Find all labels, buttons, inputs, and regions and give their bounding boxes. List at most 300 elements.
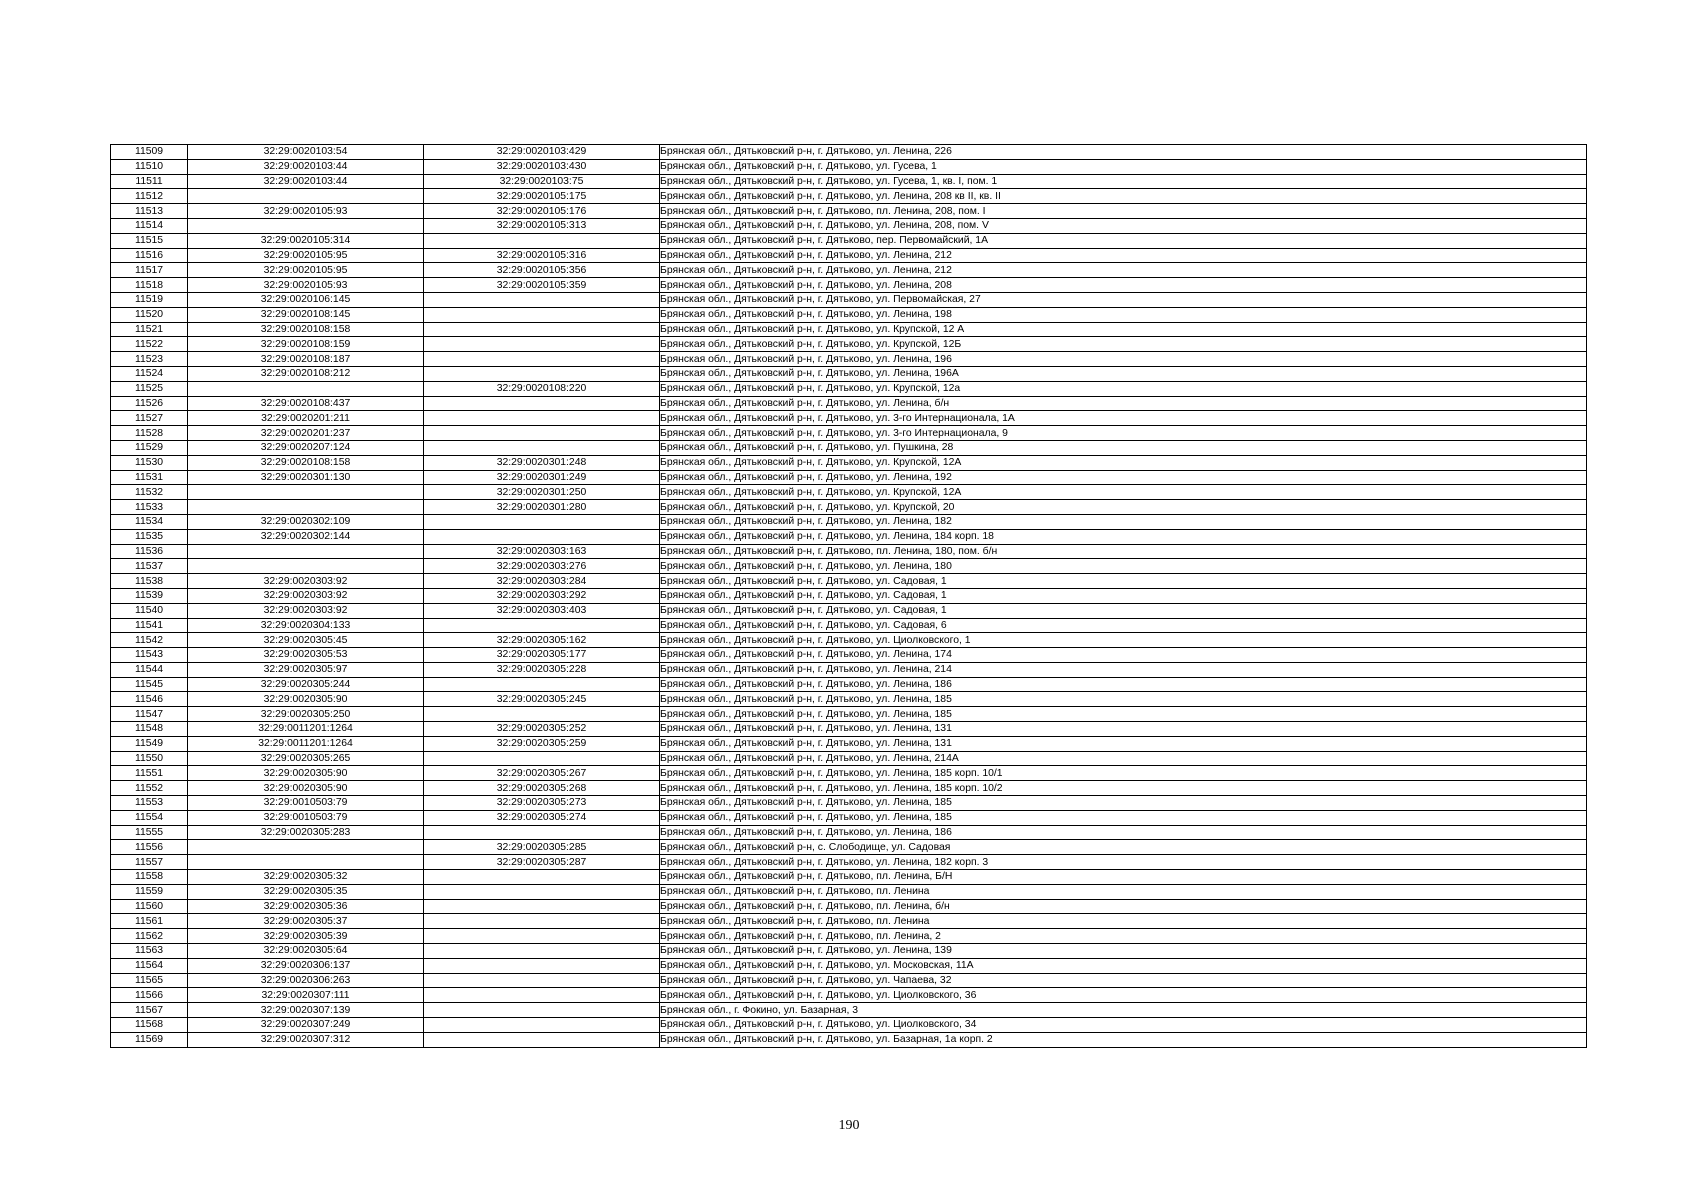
cadastral-number-cell: 32:29:0020303:92 [188,588,424,603]
cadastral-number-cell: 32:29:0020103:44 [188,159,424,174]
address-cell: Брянская обл., Дятьковский р-н, г. Дятьково, ул. Крупской, 12 А [660,322,1587,337]
address-cell: Брянская обл., Дятьковский р-н, г. Дятьково, ул. Ленина, 196А [660,366,1587,381]
cadastral-number-cell: 32:29:0020103:44 [188,174,424,189]
row-number-cell: 11515 [111,233,188,248]
address-cell: Брянская обл., Дятьковский р-н, г. Дятьково, ул. Базарная, 1а корп. 2 [660,1032,1587,1047]
row-number-cell: 11514 [111,218,188,233]
related-cadastral-number-cell: 32:29:0020303:284 [424,574,660,589]
related-cadastral-number-cell: 32:29:0020305:162 [424,633,660,648]
address-cell: Брянская обл., Дятьковский р-н, г. Дятьково, ул. Ленина, 185 [660,707,1587,722]
address-cell: Брянская обл., Дятьковский р-н, г. Дятьково, ул. Гусева, 1, кв. I, пом. 1 [660,174,1587,189]
address-cell: Брянская обл., Дятьковский р-н, г. Дятьково, ул. Чапаева, 32 [660,973,1587,988]
address-cell: Брянская обл., Дятьковский р-н, с. Слободище, ул. Садовая [660,840,1587,855]
row-number-cell: 11551 [111,766,188,781]
address-cell: Брянская обл., Дятьковский р-н, г. Дятьково, ул. Садовая, 6 [660,618,1587,633]
row-number-cell: 11532 [111,485,188,500]
address-cell: Брянская обл., Дятьковский р-н, г. Дятьково, пл. Ленина, Б/Н [660,870,1587,885]
row-number-cell: 11530 [111,455,188,470]
table-row [111,440,1587,455]
related-cadastral-number-cell: 32:29:0020105:175 [424,189,660,204]
table-row [111,426,1587,441]
table-row [111,840,1587,855]
address-cell: Брянская обл., Дятьковский р-н, г. Дятьково, пер. Первомайский, 1А [660,233,1587,248]
table-row [111,514,1587,529]
address-cell: Брянская обл., Дятьковский р-н, г. Дятьково, ул. Ленина, 214А [660,751,1587,766]
cadastral-number-cell: 32:29:0020305:90 [188,766,424,781]
address-cell: Брянская обл., Дятьковский р-н, г. Дятьково, ул. Ленина, 182 корп. 3 [660,855,1587,870]
address-cell: Брянская обл., Дятьковский р-н, г. Дятьково, ул. Первомайская, 27 [660,292,1587,307]
address-cell: Брянская обл., Дятьковский р-н, г. Дятьково, ул. Ленина, 208, пом. V [660,218,1587,233]
related-cadastral-number-cell: 32:29:0020301:280 [424,500,660,515]
related-cadastral-number-cell: 32:29:0020103:75 [424,174,660,189]
table-row [111,751,1587,766]
table-row [111,263,1587,278]
related-cadastral-number-cell: 32:29:0020105:316 [424,248,660,263]
address-cell: Брянская обл., Дятьковский р-н, г. Дятьково, ул. Ленина, 186 [660,825,1587,840]
address-cell: Брянская обл., Дятьковский р-н, г. Дятьково, ул. 3-го Интернационала, 1А [660,411,1587,426]
cadastral-number-cell: 32:29:0020305:39 [188,929,424,944]
related-cadastral-number-cell [424,352,660,367]
related-cadastral-number-cell: 32:29:0020303:292 [424,588,660,603]
cadastral-number-cell: 32:29:0020108:212 [188,366,424,381]
address-cell: Брянская обл., Дятьковский р-н, г. Дятьково, ул. Ленина, 185 корп. 10/1 [660,766,1587,781]
table-row [111,796,1587,811]
page-number: 190 [838,1118,860,1133]
address-cell: Брянская обл., Дятьковский р-н, г. Дятьково, ул. Ленина, 208 [660,278,1587,293]
row-number-cell: 11513 [111,204,188,219]
related-cadastral-number-cell: 32:29:0020108:220 [424,381,660,396]
table-row [111,544,1587,559]
address-cell: Брянская обл., Дятьковский р-н, г. Дятьково, ул. Ленина, 212 [660,248,1587,263]
cadastral-number-cell: 32:29:0020307:249 [188,1018,424,1033]
cadastral-number-cell: 32:29:0020201:237 [188,426,424,441]
related-cadastral-number-cell [424,677,660,692]
table-row [111,322,1587,337]
table-row [111,470,1587,485]
row-number-cell: 11540 [111,603,188,618]
cadastral-number-cell: 32:29:0020106:145 [188,292,424,307]
table-row [111,870,1587,885]
table-row [111,914,1587,929]
table-row [111,707,1587,722]
row-number-cell: 11528 [111,426,188,441]
row-number-cell: 11511 [111,174,188,189]
related-cadastral-number-cell [424,1003,660,1018]
related-cadastral-number-cell: 32:29:0020301:249 [424,470,660,485]
address-cell: Брянская обл., Дятьковский р-н, г. Дятьково, ул. Крупской, 20 [660,500,1587,515]
row-number-cell: 11564 [111,958,188,973]
table-row [111,692,1587,707]
table-row [111,574,1587,589]
related-cadastral-number-cell [424,988,660,1003]
related-cadastral-number-cell [424,514,660,529]
row-number-cell: 11541 [111,618,188,633]
row-number-cell: 11523 [111,352,188,367]
address-cell: Брянская обл., Дятьковский р-н, г. Дятьково, ул. Крупской, 12а [660,381,1587,396]
cadastral-number-cell: 32:29:0020305:250 [188,707,424,722]
table-row [111,204,1587,219]
related-cadastral-number-cell [424,322,660,337]
cadastral-number-cell: 32:29:0020307:139 [188,1003,424,1018]
address-cell: Брянская обл., Дятьковский р-н, г. Дятьково, ул. Ленина, 226 [660,145,1587,160]
related-cadastral-number-cell [424,307,660,322]
address-cell: Брянская обл., Дятьковский р-н, г. Дятьково, ул. Циолковского, 34 [660,1018,1587,1033]
row-number-cell: 11552 [111,781,188,796]
cadastral-number-cell: 32:29:0020201:211 [188,411,424,426]
address-cell: Брянская обл., Дятьковский р-н, г. Дятьково, ул. Пушкина, 28 [660,440,1587,455]
cadastral-number-cell: 32:29:0020302:144 [188,529,424,544]
address-cell: Брянская обл., Дятьковский р-н, г. Дятьково, ул. Садовая, 1 [660,574,1587,589]
address-cell: Брянская обл., Дятьковский р-н, г. Дятьково, ул. Ленина, 139 [660,944,1587,959]
cadastral-number-cell: 32:29:0020108:158 [188,322,424,337]
address-cell: Брянская обл., Дятьковский р-н, г. Дятьково, ул. Ленина, 212 [660,263,1587,278]
row-number-cell: 11517 [111,263,188,278]
row-number-cell: 11545 [111,677,188,692]
cadastral-number-cell: 32:29:0020306:263 [188,973,424,988]
related-cadastral-number-cell [424,529,660,544]
related-cadastral-number-cell: 32:29:0020303:163 [424,544,660,559]
table-row [111,337,1587,352]
table-row [111,766,1587,781]
address-cell: Брянская обл., Дятьковский р-н, г. Дятьково, ул. Ленина, 192 [660,470,1587,485]
table-row [111,292,1587,307]
table-row [111,1003,1587,1018]
related-cadastral-number-cell: 32:29:0020303:276 [424,559,660,574]
related-cadastral-number-cell: 32:29:0020301:248 [424,455,660,470]
cadastral-number-cell: 32:29:0020108:159 [188,337,424,352]
table-row [111,633,1587,648]
row-number-cell: 11518 [111,278,188,293]
row-number-cell: 11542 [111,633,188,648]
table-row [111,248,1587,263]
cadastral-number-cell: 32:29:0020305:35 [188,884,424,899]
cadastral-number-cell: 32:29:0020305:244 [188,677,424,692]
row-number-cell: 11567 [111,1003,188,1018]
row-number-cell: 11527 [111,411,188,426]
related-cadastral-number-cell [424,707,660,722]
cadastral-number-cell: 32:29:0020307:111 [188,988,424,1003]
table-row [111,352,1587,367]
row-number-cell: 11533 [111,500,188,515]
related-cadastral-number-cell [424,825,660,840]
table-row [111,218,1587,233]
related-cadastral-number-cell: 32:29:0020105:313 [424,218,660,233]
address-cell: Брянская обл., Дятьковский р-н, г. Дятьково, ул. Ленина, 185 [660,796,1587,811]
row-number-cell: 11548 [111,722,188,737]
table-row [111,884,1587,899]
table-row [111,485,1587,500]
related-cadastral-number-cell [424,292,660,307]
row-number-cell: 11557 [111,855,188,870]
registry-table [110,144,1587,1048]
table-row [111,1032,1587,1047]
row-number-cell: 11531 [111,470,188,485]
table-row [111,855,1587,870]
row-number-cell: 11537 [111,559,188,574]
related-cadastral-number-cell: 32:29:0020105:356 [424,263,660,278]
cadastral-number-cell: 32:29:0020301:130 [188,470,424,485]
related-cadastral-number-cell [424,1032,660,1047]
cadastral-number-cell: 32:29:0020103:54 [188,145,424,160]
address-cell: Брянская обл., Дятьковский р-н, г. Дятьково, ул. Московская, 11А [660,958,1587,973]
address-cell: Брянская обл., Дятьковский р-н, г. Дятьково, ул. Ленина, 182 [660,514,1587,529]
related-cadastral-number-cell: 32:29:0020305:252 [424,722,660,737]
related-cadastral-number-cell [424,884,660,899]
cadastral-number-cell: 32:29:0020108:145 [188,307,424,322]
address-cell: Брянская обл., Дятьковский р-н, г. Дятьково, пл. Ленина, 2 [660,929,1587,944]
related-cadastral-number-cell [424,1018,660,1033]
cadastral-number-cell: 32:29:0020305:36 [188,899,424,914]
table-row [111,411,1587,426]
cadastral-number-cell: 32:29:0020303:92 [188,574,424,589]
table-row [111,722,1587,737]
related-cadastral-number-cell [424,426,660,441]
table-row [111,810,1587,825]
table-row [111,233,1587,248]
cadastral-number-cell: 32:29:0020305:64 [188,944,424,959]
row-number-cell: 11546 [111,692,188,707]
table-row [111,559,1587,574]
related-cadastral-number-cell: 32:29:0020305:285 [424,840,660,855]
table-row [111,662,1587,677]
related-cadastral-number-cell [424,366,660,381]
related-cadastral-number-cell [424,944,660,959]
cadastral-number-cell: 32:29:0020305:265 [188,751,424,766]
cadastral-number-cell: 32:29:0020305:53 [188,648,424,663]
address-cell: Брянская обл., Дятьковский р-н, г. Дятьково, ул. Ленина, 131 [660,736,1587,751]
related-cadastral-number-cell [424,396,660,411]
table-row [111,618,1587,633]
table-row [111,278,1587,293]
address-cell: Брянская обл., Дятьковский р-н, г. Дятьково, ул. Крупской, 12А [660,485,1587,500]
table-row [111,455,1587,470]
address-cell: Брянская обл., Дятьковский р-н, г. Дятьково, ул. Ленина, 185 корп. 10/2 [660,781,1587,796]
cadastral-number-cell: 32:29:0020108:187 [188,352,424,367]
cadastral-number-cell: 32:29:0020207:124 [188,440,424,455]
address-cell: Брянская обл., Дятьковский р-н, г. Дятьково, пл. Ленина, 208, пом. I [660,204,1587,219]
table-row [111,825,1587,840]
related-cadastral-number-cell: 32:29:0020303:403 [424,603,660,618]
cadastral-number-cell: 32:29:0020108:437 [188,396,424,411]
address-cell: Брянская обл., Дятьковский р-н, г. Дятьково, ул. Ленина, 184 корп. 18 [660,529,1587,544]
table-row [111,988,1587,1003]
row-number-cell: 11520 [111,307,188,322]
related-cadastral-number-cell [424,929,660,944]
related-cadastral-number-cell: 32:29:0020305:273 [424,796,660,811]
address-cell: Брянская обл., Дятьковский р-н, г. Дятьково, ул. Ленина, 131 [660,722,1587,737]
cadastral-number-cell: 32:29:0020305:90 [188,692,424,707]
table-row [111,781,1587,796]
related-cadastral-number-cell [424,958,660,973]
cadastral-number-cell: 32:29:0020105:95 [188,263,424,278]
table-row [111,899,1587,914]
address-cell: Брянская обл., Дятьковский р-н, г. Дятьково, ул. Садовая, 1 [660,588,1587,603]
cadastral-number-cell: 32:29:0020305:37 [188,914,424,929]
table-row [111,381,1587,396]
related-cadastral-number-cell: 32:29:0020305:259 [424,736,660,751]
row-number-cell: 11550 [111,751,188,766]
address-cell: Брянская обл., Дятьковский р-н, г. Дятьково, ул. Ленина, 174 [660,648,1587,663]
related-cadastral-number-cell: 32:29:0020105:176 [424,204,660,219]
cadastral-number-cell [188,485,424,500]
cadastral-number-cell: 32:29:0010503:79 [188,810,424,825]
row-number-cell: 11536 [111,544,188,559]
cadastral-number-cell: 32:29:0020105:93 [188,278,424,293]
address-cell: Брянская обл., Дятьковский р-н, г. Дятьково, пл. Ленина [660,884,1587,899]
related-cadastral-number-cell: 32:29:0020103:430 [424,159,660,174]
table-row [111,159,1587,174]
cadastral-number-cell: 32:29:0020305:97 [188,662,424,677]
table-row [111,189,1587,204]
related-cadastral-number-cell [424,899,660,914]
cadastral-number-cell [188,559,424,574]
related-cadastral-number-cell [424,233,660,248]
address-cell: Брянская обл., Дятьковский р-н, г. Дятьково, ул. Гусева, 1 [660,159,1587,174]
cadastral-number-cell: 32:29:0020305:45 [188,633,424,648]
related-cadastral-number-cell: 32:29:0020301:250 [424,485,660,500]
cadastral-number-cell: 32:29:0020306:137 [188,958,424,973]
address-cell: Брянская обл., Дятьковский р-н, г. Дятьково, ул. Ленина, 198 [660,307,1587,322]
row-number-cell: 11553 [111,796,188,811]
row-number-cell: 11510 [111,159,188,174]
row-number-cell: 11521 [111,322,188,337]
cadastral-number-cell: 32:29:0020304:133 [188,618,424,633]
table-row [111,648,1587,663]
related-cadastral-number-cell [424,411,660,426]
related-cadastral-number-cell: 32:29:0020103:429 [424,145,660,160]
row-number-cell: 11529 [111,440,188,455]
address-cell: Брянская обл., Дятьковский р-н, г. Дятьково, ул. Крупской, 12А [660,455,1587,470]
address-cell: Брянская обл., Дятьковский р-н, г. Дятьково, ул. Ленина, 196 [660,352,1587,367]
address-cell: Брянская обл., Дятьковский р-н, г. Дятьково, ул. Ленина, 214 [660,662,1587,677]
related-cadastral-number-cell: 32:29:0020305:228 [424,662,660,677]
address-cell: Брянская обл., Дятьковский р-н, г. Дятьково, ул. Ленина, 185 [660,810,1587,825]
cadastral-number-cell: 32:29:0020305:32 [188,870,424,885]
row-number-cell: 11569 [111,1032,188,1047]
cadastral-number-cell [188,500,424,515]
row-number-cell: 11556 [111,840,188,855]
cadastral-number-cell: 32:29:0011201:1264 [188,722,424,737]
row-number-cell: 11534 [111,514,188,529]
related-cadastral-number-cell [424,440,660,455]
cadastral-number-cell: 32:29:0011201:1264 [188,736,424,751]
address-cell: Брянская обл., Дятьковский р-н, г. Дятьково, ул. Ленина, 180 [660,559,1587,574]
address-cell: Брянская обл., Дятьковский р-н, г. Дятьково, ул. Крупской, 12Б [660,337,1587,352]
table-row [111,736,1587,751]
cadastral-number-cell: 32:29:0020105:314 [188,233,424,248]
table-row [111,1018,1587,1033]
table-row [111,307,1587,322]
row-number-cell: 11561 [111,914,188,929]
related-cadastral-number-cell [424,337,660,352]
row-number-cell: 11544 [111,662,188,677]
address-cell: Брянская обл., Дятьковский р-н, г. Дятьково, ул. Ленина, 186 [660,677,1587,692]
row-number-cell: 11516 [111,248,188,263]
address-cell: Брянская обл., Дятьковский р-н, г. Дятьково, пл. Ленина, б/н [660,899,1587,914]
row-number-cell: 11568 [111,1018,188,1033]
related-cadastral-number-cell [424,914,660,929]
related-cadastral-number-cell [424,618,660,633]
row-number-cell: 11509 [111,145,188,160]
table-row [111,944,1587,959]
address-cell: Брянская обл., Дятьковский р-н, г. Дятьково, ул. Ленина, б/н [660,396,1587,411]
cadastral-number-cell [188,544,424,559]
related-cadastral-number-cell: 32:29:0020305:267 [424,766,660,781]
cadastral-number-cell: 32:29:0020303:92 [188,603,424,618]
row-number-cell: 11555 [111,825,188,840]
cadastral-number-cell: 32:29:0020307:312 [188,1032,424,1047]
address-cell: Брянская обл., Дятьковский р-н, г. Дятьково, ул. Садовая, 1 [660,603,1587,618]
table-row [111,973,1587,988]
address-cell: Брянская обл., Дятьковский р-н, г. Дятьково, ул. Ленина, 208 кв II, кв. II [660,189,1587,204]
cadastral-number-cell [188,218,424,233]
cadastral-number-cell: 32:29:0010503:79 [188,796,424,811]
row-number-cell: 11538 [111,574,188,589]
address-cell: Брянская обл., Дятьковский р-н, г. Дятьково, ул. Ленина, 185 [660,692,1587,707]
cadastral-number-cell: 32:29:0020305:283 [188,825,424,840]
row-number-cell: 11547 [111,707,188,722]
cadastral-number-cell [188,855,424,870]
table-row [111,677,1587,692]
table-row [111,929,1587,944]
cadastral-number-cell: 32:29:0020305:90 [188,781,424,796]
related-cadastral-number-cell [424,751,660,766]
table-row [111,145,1587,160]
address-cell: Брянская обл., Дятьковский р-н, г. Дятьково, ул. 3-го Интернационала, 9 [660,426,1587,441]
row-number-cell: 11526 [111,396,188,411]
row-number-cell: 11525 [111,381,188,396]
row-number-cell: 11535 [111,529,188,544]
related-cadastral-number-cell: 32:29:0020305:274 [424,810,660,825]
table-row [111,396,1587,411]
address-cell: Брянская обл., Дятьковский р-н, г. Дятьково, пл. Ленина, 180, пом. б/н [660,544,1587,559]
row-number-cell: 11558 [111,870,188,885]
row-number-cell: 11512 [111,189,188,204]
row-number-cell: 11524 [111,366,188,381]
row-number-cell: 11565 [111,973,188,988]
row-number-cell: 11522 [111,337,188,352]
row-number-cell: 11519 [111,292,188,307]
row-number-cell: 11539 [111,588,188,603]
cadastral-number-cell: 32:29:0020105:93 [188,204,424,219]
cadastral-number-cell [188,189,424,204]
table-row [111,958,1587,973]
related-cadastral-number-cell [424,870,660,885]
row-number-cell: 11559 [111,884,188,899]
cadastral-number-cell [188,381,424,396]
address-cell: Брянская обл., Дятьковский р-н, г. Дятьково, пл. Ленина [660,914,1587,929]
address-cell: Брянская обл., Дятьковский р-н, г. Дятьково, ул. Циолковского, 36 [660,988,1587,1003]
address-cell: Брянская обл., Дятьковский р-н, г. Дятьково, ул. Циолковского, 1 [660,633,1587,648]
related-cadastral-number-cell: 32:29:0020105:359 [424,278,660,293]
row-number-cell: 11566 [111,988,188,1003]
address-cell: Брянская обл., г. Фокино, ул. Базарная, 3 [660,1003,1587,1018]
row-number-cell: 11549 [111,736,188,751]
row-number-cell: 11543 [111,648,188,663]
table-row [111,529,1587,544]
table-row [111,603,1587,618]
table-row [111,366,1587,381]
related-cadastral-number-cell: 32:29:0020305:245 [424,692,660,707]
related-cadastral-number-cell [424,973,660,988]
row-number-cell: 11554 [111,810,188,825]
cadastral-number-cell [188,840,424,855]
row-number-cell: 11560 [111,899,188,914]
registry-table-body [111,145,1587,1048]
table-row [111,500,1587,515]
row-number-cell: 11562 [111,929,188,944]
cadastral-number-cell: 32:29:0020105:95 [188,248,424,263]
